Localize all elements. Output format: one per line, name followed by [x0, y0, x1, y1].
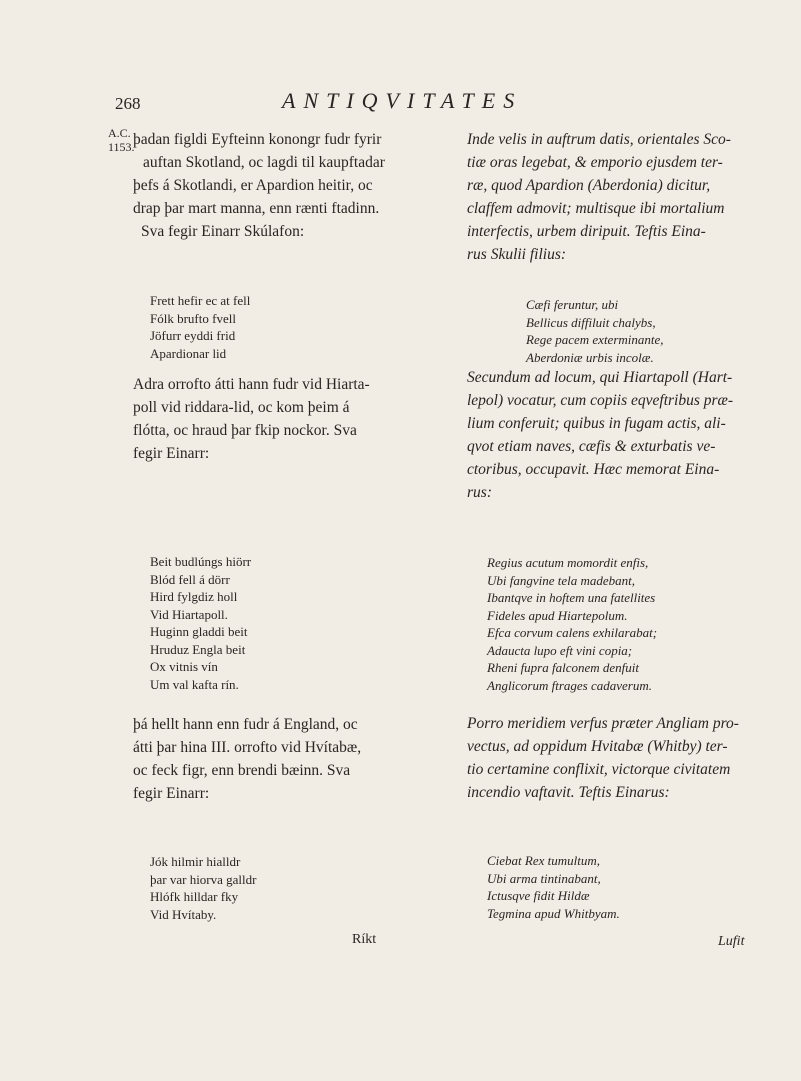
text-line: incendio vaftavit. Teftis Einarus: — [467, 784, 670, 801]
text-line: tiæ oras legebat, & emporio ejusdem ter- — [467, 154, 723, 171]
text-line: vectus, ad oppidum Hvitabæ (Whitby) ter- — [467, 738, 728, 755]
verse-line: Hird fylgdiz holl — [150, 589, 238, 604]
verse-line: Ox vitnis vín — [150, 659, 218, 674]
verse-line: Efca corvum calens exhilarabat; — [487, 625, 658, 640]
verse-line: Ciebat Rex tumultum, — [487, 853, 601, 868]
text-line: ræ, quod Apardion (Aberdonia) dicitur, — [467, 177, 711, 194]
verse-line: Rheni fupra falconem denfuit — [487, 660, 640, 675]
right-verse-1 — [526, 296, 801, 366]
verse-line: Blód fell á dörr — [150, 571, 230, 587]
verse-line: Ubi arma tintinabant, — [487, 870, 601, 886]
left-verse-3 — [150, 853, 470, 923]
text-line: Adra orrofto átti hann fudr vid Hiarta- — [133, 376, 370, 393]
verse-line: Tegmina apud Whitbyam. — [487, 905, 620, 921]
text-line: qvot etiam naves, cæfis & exturbatis ve- — [467, 438, 716, 455]
right-verse-2 — [487, 554, 801, 694]
verse-line: Hruduz Engla beit — [150, 641, 246, 657]
text-line: drap þar mart manna, enn rænti ftadinn. — [133, 200, 380, 217]
verse-line: Beit budlúngs hiörr — [150, 554, 252, 569]
right-paragraph-1 — [467, 128, 782, 266]
verse-line: Ibantqve in hoftem una fatellites — [487, 590, 656, 605]
verse-line: Ictusqve fidit Hildæ — [487, 888, 590, 903]
text-line: interfectis, urbem diripuit. Teftis Eina- — [467, 223, 706, 240]
text-line: lium conferuit; quibus in fugam actis, ali- — [467, 415, 726, 432]
verse-line: Jöfurr eyddi frid — [150, 328, 236, 343]
right-verse-3 — [487, 852, 801, 922]
text-line: átti þar hina III. orrofto vid Hvítabæ, — [133, 739, 362, 756]
text-line: rus Skulii filius: — [467, 246, 567, 263]
text-line: tio certamine conflixit, victorque civitatem — [467, 761, 731, 778]
text-line: claffem admovit; multisque ibi mortalium — [467, 200, 725, 217]
verse-line: Regius acutum momordit enfis, — [487, 555, 649, 570]
text-line: fegir Einarr: — [133, 785, 210, 802]
verse-line: Fólk brufto fvell — [150, 310, 236, 326]
margin-note-line: A.C. — [108, 126, 131, 140]
verse-line: Ubi fangvine tela madebant, — [487, 572, 636, 588]
verse-line: Fideles apud Hiartepolum. — [487, 607, 628, 623]
verse-line: þar var hiorva galldr — [150, 871, 257, 887]
verse-line: Huginn gladdi beit — [150, 624, 248, 639]
page-number: 268 — [115, 94, 141, 113]
text-line: þá hellt hann enn fudr á England, oc — [133, 716, 358, 733]
verse-line: Vid Hiartapoll. — [150, 606, 228, 622]
verse-line: Vid Hvítaby. — [150, 906, 217, 922]
left-catchword: Ríkt — [352, 932, 377, 947]
left-paragraph-1 — [133, 128, 453, 243]
text-line: þefs á Skotlandi, er Apardion heitir, oc — [133, 177, 373, 194]
left-paragraph-3 — [133, 713, 453, 805]
text-line: ctoribus, occupavit. Hæc memorat Eina- — [467, 461, 720, 478]
verse-line: Rege pacem exterminante, — [526, 332, 664, 347]
left-verse-2 — [150, 553, 470, 693]
left-paragraph-2 — [133, 373, 453, 465]
verse-line: Anglicorum ftrages cadaverum. — [487, 677, 653, 693]
text-line: fegir Einarr: — [133, 445, 210, 462]
right-paragraph-3 — [467, 712, 782, 804]
text-line: flótta, oc hraud þar fkip nockor. Sva — [133, 422, 357, 439]
text-line: Secundum ad locum, qui Hiartapoll (Hart- — [467, 369, 733, 386]
margin-note-line: 1153. — [108, 140, 135, 154]
verse-line: Aberdoniæ urbis incolæ. — [526, 349, 654, 365]
text-line: Porro meridiem verfus præter Angliam pro- — [467, 715, 739, 732]
verse-line: Cæfi feruntur, ubi — [526, 297, 619, 312]
text-line: poll vid riddara-lid, oc kom þeim á — [133, 399, 350, 416]
text-line: rus: — [467, 484, 492, 501]
text-line: auftan Skotland, oc lagdi til kaupftadar — [143, 154, 385, 171]
verse-line: Frett hefir ec at fell — [150, 293, 251, 308]
page-header — [0, 88, 801, 122]
right-catchword: Lufit — [718, 934, 745, 949]
margin-year-note — [108, 126, 135, 154]
text-line: lepol) vocatur, cum copiis eqveftribus præ- — [467, 392, 734, 409]
text-line: Inde velis in auftrum datis, orientales Sco- — [467, 131, 731, 148]
running-title: ANTIQVITATES — [282, 88, 523, 113]
right-paragraph-2 — [467, 366, 782, 504]
verse-line: Um val kafta rín. — [150, 676, 239, 692]
text-line: þadan figldi Eyfteinn konongr fudr fyrir — [133, 131, 382, 148]
text-line: Sva fegir Einarr Skúlafon: — [141, 223, 305, 240]
text-line: oc feck figr, enn brendi bæinn. Sva — [133, 762, 351, 779]
verse-line: Bellicus diffiluit chalybs, — [526, 314, 656, 330]
verse-line: Apardionar lid — [150, 345, 227, 361]
verse-line: Jók hilmir hialldr — [150, 854, 241, 869]
verse-line: Adaucta lupo eft vini copia; — [487, 642, 633, 658]
left-verse-1 — [150, 292, 470, 362]
verse-line: Hlófk hilldar fky — [150, 889, 239, 904]
